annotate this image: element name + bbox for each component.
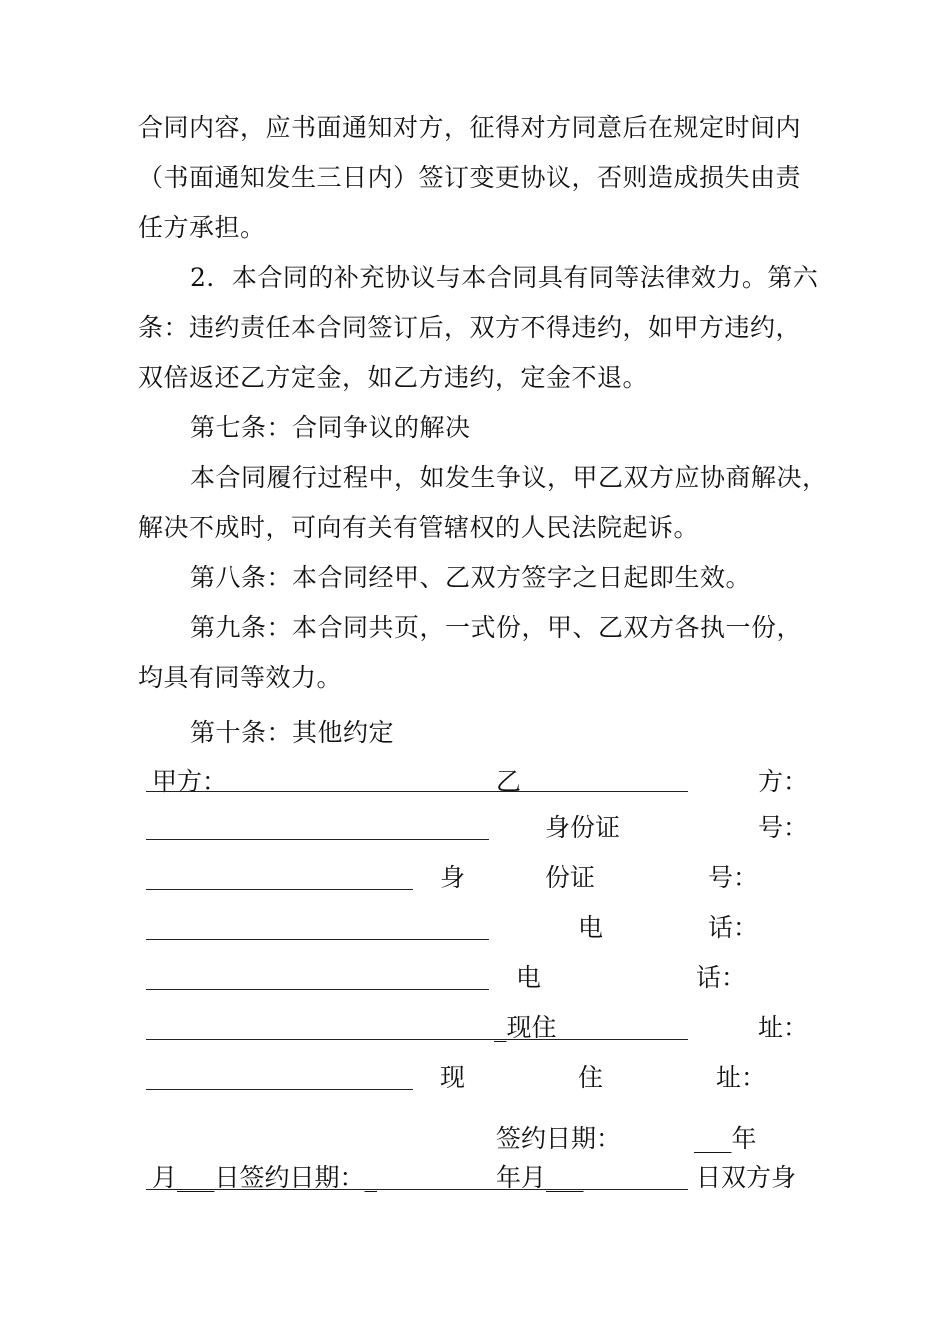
id-number-label: 身份证 [545, 813, 621, 842]
trailing-text: 日双方身 [696, 1163, 797, 1192]
id-number-blank [146, 889, 413, 890]
paragraph-line: （书面通知发生三日内）签订变更协议，否则造成损失由责 [138, 163, 802, 192]
party-a-blank [146, 791, 688, 792]
party-a-label: 甲方： [152, 767, 228, 796]
id-number-label: 份证 [545, 863, 596, 892]
phone-label: 电 [578, 913, 604, 942]
signing-date-blank [146, 1189, 688, 1190]
paragraph-line: 2．本合同的补充协议与本合同具有同等法律效力。第六 [190, 263, 819, 292]
paragraph-line: 条：违约责任本合同签订后，双方不得违约，如甲方违约， [138, 313, 802, 342]
id-number-label: 身 [440, 863, 466, 892]
paragraph-line: 双倍返还乙方定金，如乙方违约，定金不退。 [138, 363, 649, 392]
party-b-label: 乙 [496, 767, 522, 796]
signing-date-year-month: 年月___ [496, 1163, 584, 1192]
clause-heading: 第十条：其他约定 [190, 718, 395, 747]
paragraph-line: 合同内容，应书面通知对方，征得对方同意后在规定时间内 [138, 113, 802, 142]
phone-blank [146, 989, 489, 990]
signing-date-label: 签约日期： [496, 1124, 622, 1153]
paragraph-line: 解决不成时，可向有关有管辖权的人民法院起诉。 [138, 513, 700, 542]
address-label: _现住 [494, 1013, 557, 1042]
id-number-label-suffix: 号： [758, 813, 809, 842]
clause-heading: 第八条：本合同经甲、乙双方签字之日起即生效。 [190, 563, 752, 592]
signing-date-month-day: 月___日签约日期：_ [152, 1163, 378, 1192]
phone-label-suffix: 话： [708, 913, 759, 942]
phone-label: 电 [516, 963, 542, 992]
address-label-suffix: 址： [758, 1013, 809, 1042]
phone-blank [146, 1039, 688, 1040]
id-number-label-suffix: 号： [708, 863, 759, 892]
signing-date-year: ___年 [694, 1124, 757, 1153]
address-label: 现 [440, 1063, 466, 1092]
address-label-suffix: 址： [716, 1063, 767, 1092]
signature-blank [146, 839, 489, 840]
address-blank [146, 1089, 413, 1090]
paragraph-line: 本合同履行过程中，如发生争议，甲乙双方应协商解决， [190, 463, 828, 492]
paragraph-line: 均具有同等效力。 [138, 663, 343, 692]
address-label: 住 [578, 1063, 604, 1092]
party-b-label-suffix: 方： [758, 767, 809, 796]
phone-label-suffix: 话： [696, 963, 747, 992]
clause-heading: 第七条：合同争议的解决 [190, 413, 471, 442]
paragraph-line: 任方承担。 [138, 213, 266, 242]
clause-heading: 第九条：本合同共页，一式份，甲、乙双方各执一份， [190, 613, 803, 642]
id-number-blank [146, 939, 489, 940]
